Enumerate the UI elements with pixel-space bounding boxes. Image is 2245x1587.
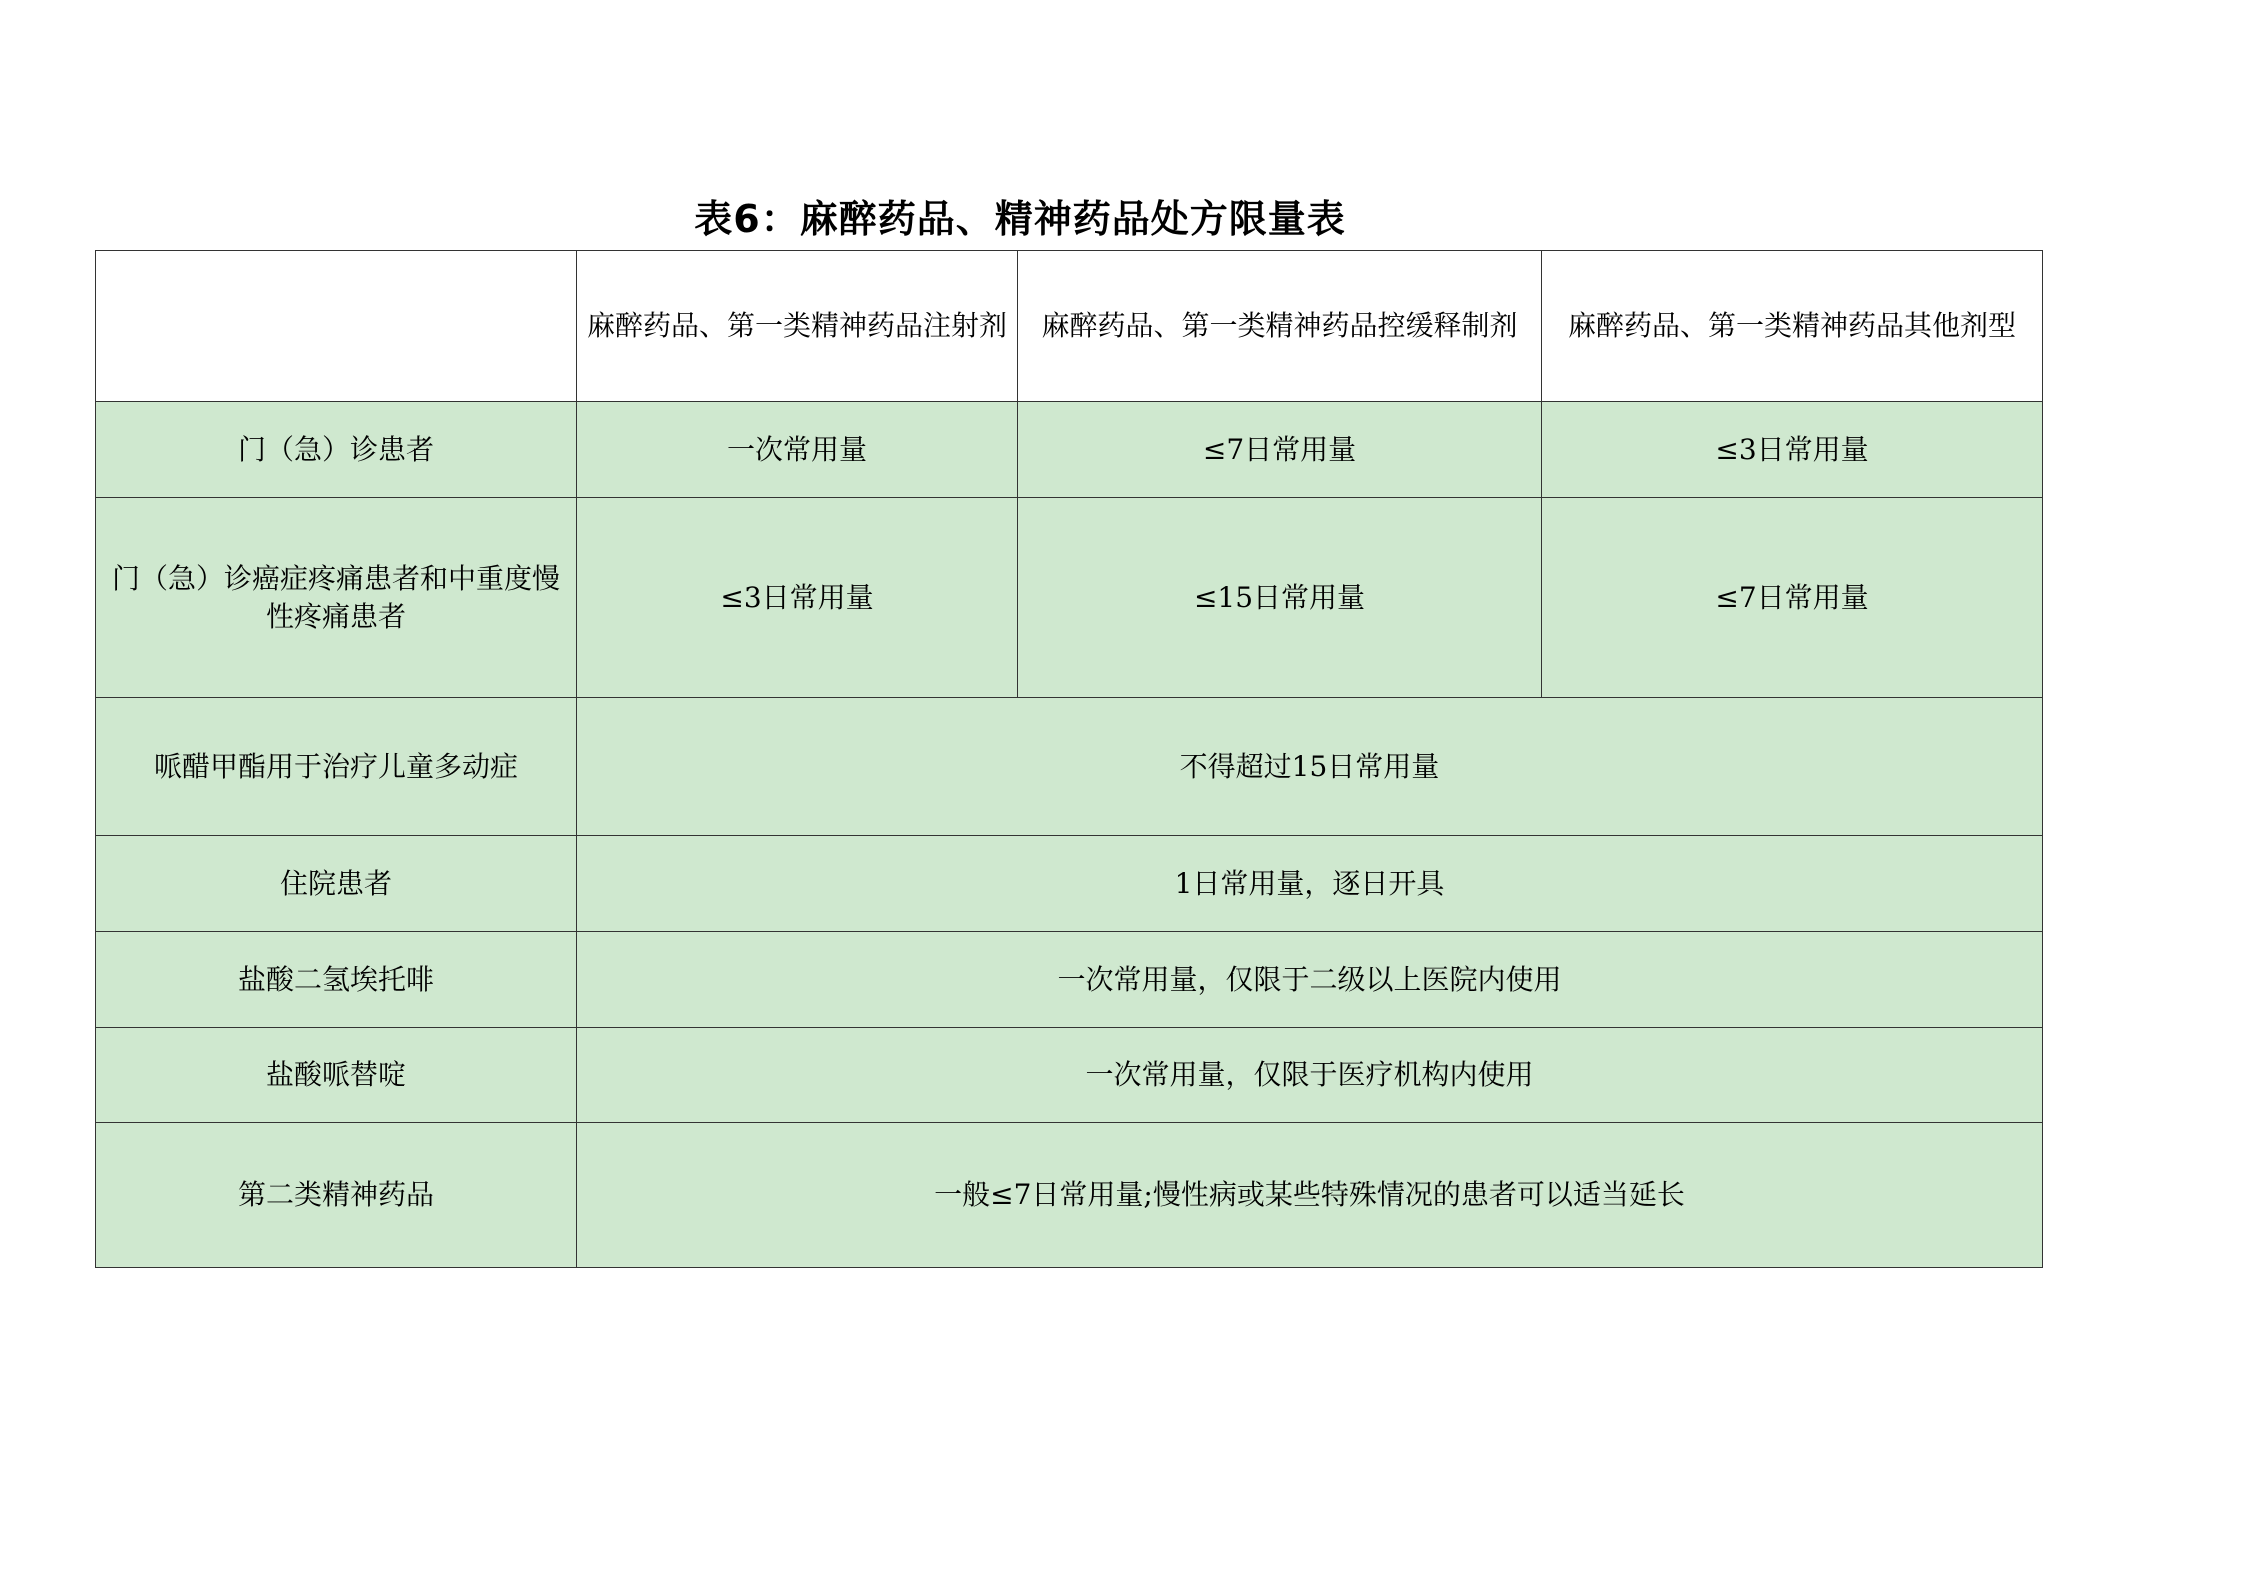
row-label: 盐酸哌替啶 <box>96 1028 577 1123</box>
row-label: 第二类精神药品 <box>96 1123 577 1268</box>
row-label: 哌醋甲酯用于治疗儿童多动症 <box>96 698 577 836</box>
table-cell: ≤3日常用量 <box>577 498 1018 698</box>
merged-cell: 1日常用量，逐日开具 <box>577 836 2043 932</box>
row-label: 盐酸二氢埃托啡 <box>96 932 577 1028</box>
merged-cell: 一次常用量，仅限于二级以上医院内使用 <box>577 932 2043 1028</box>
table-row <box>96 498 2043 698</box>
table-cell: ≤7日常用量 <box>1542 498 2043 698</box>
header-cell-other-forms: 麻醉药品、第一类精神药品其他剂型 <box>1542 251 2043 402</box>
row-label: 门（急）诊患者 <box>96 402 577 498</box>
header-cell-controlled-release: 麻醉药品、第一类精神药品控缓释制剂 <box>1018 251 1542 402</box>
table-cell: 一次常用量 <box>577 402 1018 498</box>
table-row <box>96 698 2043 836</box>
table-cell: ≤7日常用量 <box>1018 402 1542 498</box>
row-label: 住院患者 <box>96 836 577 932</box>
table-row <box>96 1028 2043 1123</box>
table-cell: ≤15日常用量 <box>1018 498 1542 698</box>
merged-cell: 一般≤7日常用量;慢性病或某些特殊情况的患者可以适当延长 <box>577 1123 2043 1268</box>
header-cell-empty <box>96 251 577 402</box>
header-cell-injection: 麻醉药品、第一类精神药品注射剂 <box>577 251 1018 402</box>
table-header-row <box>96 251 2043 402</box>
table-cell: ≤3日常用量 <box>1542 402 2043 498</box>
prescription-limit-table <box>95 250 2043 1268</box>
table-row <box>96 836 2043 932</box>
table-row <box>96 1123 2043 1268</box>
table-row <box>96 932 2043 1028</box>
merged-cell: 不得超过15日常用量 <box>577 698 2043 836</box>
page-title: 表6：麻醉药品、精神药品处方限量表 <box>694 197 1346 241</box>
table-row <box>96 402 2043 498</box>
merged-cell: 一次常用量，仅限于医疗机构内使用 <box>577 1028 2043 1123</box>
row-label: 门（急）诊癌症疼痛患者和中重度慢性疼痛患者 <box>96 498 577 698</box>
